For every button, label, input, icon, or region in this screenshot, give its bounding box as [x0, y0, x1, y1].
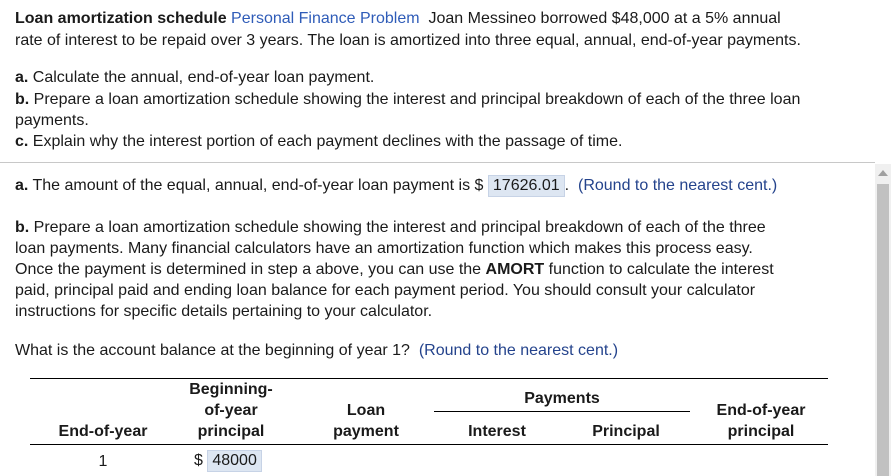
answer-b-line-5: instructions for specific details pertaining to your calculator.	[15, 303, 433, 320]
problem-statement-1: Joan Messineo borrowed $48,000 at a 5% annual	[428, 10, 781, 27]
header-principal: Principal	[592, 423, 660, 440]
amort-keyword: AMORT	[485, 261, 545, 278]
part-b-label: b.	[15, 91, 30, 108]
problem-category-link[interactable]: Personal Finance Problem	[231, 10, 420, 27]
part-b-text-1: Prepare a loan amortization schedule showing the interest and principal breakdown of each of the three loan	[33, 91, 801, 108]
answer-b-line-3	[15, 259, 774, 280]
header-payments: Payments	[524, 390, 600, 407]
section-divider	[0, 162, 875, 163]
answer-b-text-1: Prepare a loan amortization schedule showing the interest and principal breakdown of each of the three	[33, 219, 766, 236]
answer-b-line-4: paid, principal paid and ending loan balance for each payment period. You should consult your calculator	[15, 282, 756, 299]
problem-line-1	[15, 8, 781, 29]
header-ending-2: principal	[727, 423, 795, 440]
row-1-beginning	[194, 450, 262, 472]
part-b-text-2: payments.	[15, 112, 89, 129]
answer-a	[15, 175, 777, 197]
answer-b-line-1	[15, 217, 766, 238]
header-beginning-2: of-year	[204, 402, 258, 419]
beginning-balance-answer-box[interactable]: 48000	[207, 450, 262, 472]
answer-b-line-3-pre: Once the payment is determined in step a above, you can use the	[15, 261, 482, 278]
balance-question-hint: (Round to the nearest cent.)	[418, 342, 619, 359]
answer-b-line-2: loan payments. Many financial calculators have an amortization function which makes this process easy.	[15, 240, 753, 257]
row-1-currency: $	[194, 452, 203, 469]
header-interest: Interest	[468, 423, 526, 440]
payment-answer-box[interactable]: 17626.01	[488, 175, 565, 197]
answer-b-line-3-post: function to calculate the interest	[548, 261, 774, 278]
part-c	[15, 131, 622, 152]
balance-question-text: What is the account balance at the beginning of year 1?	[15, 342, 410, 359]
header-loan-2: payment	[333, 423, 399, 440]
answer-a-label: a.	[15, 177, 29, 194]
vertical-scrollbar[interactable]	[875, 164, 891, 476]
balance-question	[15, 340, 618, 361]
header-loan-1: Loan	[346, 402, 386, 419]
part-a-text: Calculate the annual, end-of-year loan payment.	[32, 69, 375, 86]
answer-a-period: .	[564, 177, 570, 194]
answer-a-hint: (Round to the nearest cent.)	[577, 177, 778, 194]
header-beginning-3: principal	[197, 423, 265, 440]
scroll-up-arrow-icon[interactable]	[878, 170, 888, 176]
part-a-label: a.	[15, 69, 29, 86]
payments-rule	[434, 411, 690, 412]
problem-title: Loan amortization schedule	[15, 10, 227, 27]
answer-b-label: b.	[15, 219, 30, 236]
header-beginning-1: Beginning-	[189, 381, 273, 398]
part-b	[15, 89, 800, 110]
header-end-of-year: End-of-year	[58, 423, 148, 440]
part-c-text: Explain why the interest portion of each payment declines with the passage of time.	[32, 133, 623, 150]
table-header-rule	[30, 444, 828, 445]
part-c-label: c.	[15, 133, 29, 150]
problem-statement-2: rate of interest to be repaid over 3 years. The loan is amortized into three equal, annual, end-of-year payments.	[15, 32, 801, 49]
amortization-table	[30, 378, 828, 476]
part-a	[15, 67, 374, 88]
header-ending-1: End-of-year	[716, 402, 806, 419]
row-1-year: 1	[98, 453, 108, 470]
table-top-rule	[30, 378, 828, 379]
answer-a-text: The amount of the equal, annual, end-of-year loan payment is $	[32, 177, 484, 194]
scroll-thumb[interactable]	[877, 184, 889, 476]
